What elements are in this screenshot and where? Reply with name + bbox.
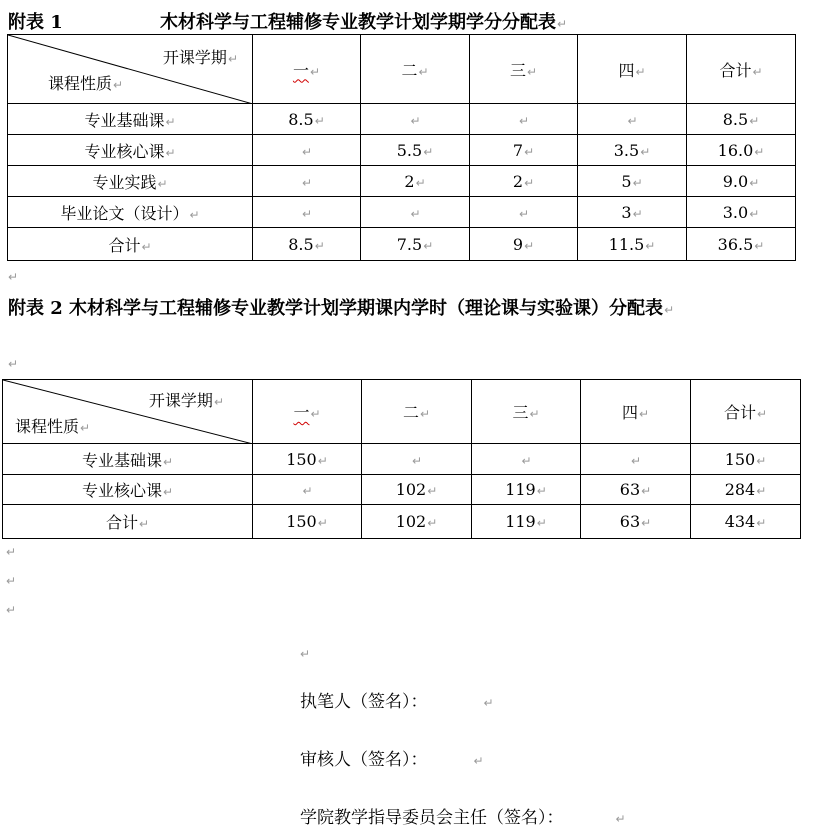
category-label: 课程性质 (48, 74, 113, 93)
table1-label: 附表 1 (8, 12, 63, 33)
table1-diagonal-header-cell (8, 35, 253, 104)
row-label: 合计↵ (8, 228, 253, 261)
table-cell: ↵ (361, 197, 470, 228)
row-label: 专业核心课↵ (3, 475, 253, 505)
table-row (8, 166, 796, 197)
table2 (2, 379, 801, 539)
table-cell: ↵ (362, 444, 472, 475)
paragraph-mark-icon: ↵ (300, 647, 311, 661)
table2-header-row (3, 380, 801, 444)
table-cell: ↵ (472, 444, 581, 475)
table2-diagonal-header-cell (3, 380, 253, 444)
table-cell: 150↵ (253, 505, 362, 539)
paragraph-mark-icon: ↵ (80, 421, 91, 435)
row-label: 专业基础课↵ (3, 444, 253, 475)
table-cell: 434↵ (691, 505, 801, 539)
table-cell: ↵ (578, 104, 687, 135)
table-cell: 3.0↵ (687, 197, 796, 228)
table-cell: ↵ (253, 197, 361, 228)
table-cell: 9↵ (470, 228, 578, 261)
table-cell: ↵ (470, 104, 578, 135)
paragraph-mark-icon: ↵ (6, 603, 17, 617)
table-cell: 5↵ (578, 166, 687, 197)
table-cell: 63↵ (581, 475, 691, 505)
table-cell: 9.0↵ (687, 166, 796, 197)
table-row (3, 505, 801, 539)
column-header: 一↵ (253, 380, 362, 444)
paragraph-mark-icon: ↵ (615, 812, 626, 826)
table-cell: ↵ (253, 135, 361, 166)
column-header: 三↵ (472, 380, 581, 444)
column-header: 四↵ (581, 380, 691, 444)
signature-writer: 执笔人（签名）： ↵ (300, 692, 494, 712)
paragraph-mark-icon: ↵ (6, 574, 17, 588)
table-row (8, 135, 796, 166)
column-header: 合计↵ (691, 380, 801, 444)
table-cell: 150↵ (253, 444, 362, 475)
table-cell: 102↵ (362, 505, 472, 539)
table-cell: 7.5↵ (361, 228, 470, 261)
paragraph-mark-icon: ↵ (557, 17, 568, 31)
row-label: 合计↵ (3, 505, 253, 539)
paragraph-mark-icon: ↵ (213, 395, 224, 409)
table-cell: ↵ (470, 197, 578, 228)
table1-title (8, 8, 568, 34)
paragraph-mark-icon: ↵ (227, 52, 238, 66)
column-header: 三↵ (470, 35, 578, 104)
table-cell: 16.0↵ (687, 135, 796, 166)
table-row (8, 228, 796, 261)
paragraph-mark-icon: ↵ (664, 303, 675, 317)
signature-reviewer: 审核人（签名）： ↵ (300, 750, 484, 770)
table-cell: 63↵ (581, 505, 691, 539)
category-label: 课程性质 (15, 417, 80, 436)
table1-title-text: 木材科学与工程辅修专业教学计划学期学分分配表 (160, 12, 556, 33)
table-cell: 284↵ (691, 475, 801, 505)
table1 (7, 34, 796, 261)
row-label: 专业实践↵ (8, 166, 253, 197)
column-header: 二↵ (362, 380, 472, 444)
table-cell: 36.5↵ (687, 228, 796, 261)
paragraph-mark-icon: ↵ (113, 78, 124, 92)
row-label: 专业核心课↵ (8, 135, 253, 166)
table-cell: 119↵ (472, 475, 581, 505)
table-cell: 7↵ (470, 135, 578, 166)
paragraph-mark-icon: ↵ (8, 357, 19, 371)
row-label: 毕业论文（设计）↵ (8, 197, 253, 228)
table-row (3, 475, 801, 505)
table-cell: 102↵ (362, 475, 472, 505)
paragraph-mark-icon: ↵ (8, 270, 19, 284)
table-cell: 2↵ (470, 166, 578, 197)
table-cell: 8.5↵ (687, 104, 796, 135)
column-header: 一↵ (253, 35, 361, 104)
table-cell: ↵ (581, 444, 691, 475)
table-cell: 3.5↵ (578, 135, 687, 166)
semester-label: 开课学期 (162, 48, 227, 67)
table-row (8, 104, 796, 135)
table-row (8, 197, 796, 228)
paragraph-mark-icon: ↵ (6, 545, 17, 559)
table-cell: ↵ (253, 475, 362, 505)
table-cell: 3↵ (578, 197, 687, 228)
table-cell: 8.5↵ (253, 104, 361, 135)
column-header: 合计↵ (687, 35, 796, 104)
column-header: 二↵ (361, 35, 470, 104)
table-cell: 119↵ (472, 505, 581, 539)
table-cell: 5.5↵ (361, 135, 470, 166)
column-header: 四↵ (578, 35, 687, 104)
table2-title: 附表 2 木材科学与工程辅修专业教学计划学期课内学时（理论课与实验课）分配表↵ (8, 298, 675, 319)
table-cell: ↵ (253, 166, 361, 197)
row-label: 专业基础课↵ (8, 104, 253, 135)
table-cell: 11.5↵ (578, 228, 687, 261)
table-cell: 2↵ (361, 166, 470, 197)
table-row (3, 444, 801, 475)
table1-header-row (8, 35, 796, 104)
paragraph-mark-icon: ↵ (473, 754, 484, 768)
table-cell: 150↵ (691, 444, 801, 475)
signature-director: 学院教学指导委员会主任（签名）： ↵ (300, 808, 626, 828)
paragraph-mark-icon: ↵ (483, 696, 494, 710)
table-cell: 8.5↵ (253, 228, 361, 261)
semester-label: 开课学期 (148, 391, 213, 410)
table-cell: ↵ (361, 104, 470, 135)
